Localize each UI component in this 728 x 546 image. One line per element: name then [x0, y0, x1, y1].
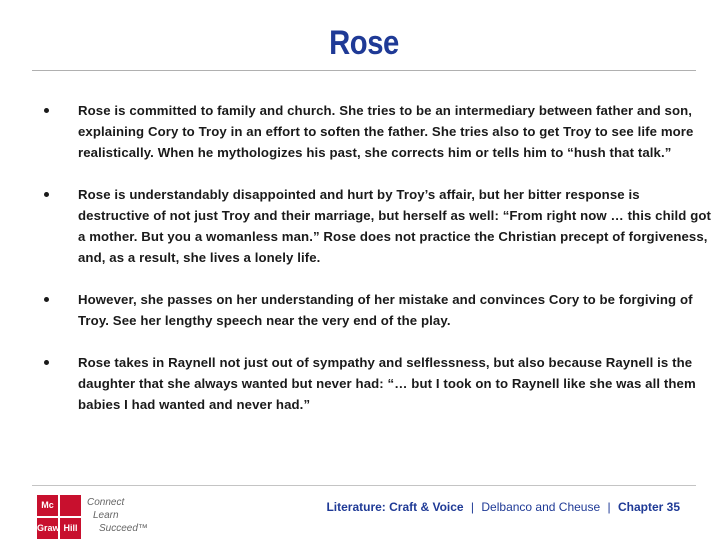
bullet-text: However, she passes on her understanding of her mistake and convinces Cory to be forgiving of Troy. See her lengthy speech near the very end of the play. — [78, 292, 693, 328]
tagline-learn: Learn — [93, 510, 119, 521]
logo-squares-icon — [37, 495, 81, 539]
bullet-dot-icon — [44, 297, 49, 302]
bullet-dot-icon — [44, 192, 49, 197]
bullet-text: Rose is committed to family and church. She tries to be an intermediary between father and son, explaining Cory to Troy in an effort to soften the father. She tries also to get Troy to see life more realistically. When he mythologizes his past, she corrects him or tells him to “hush that talk.” — [78, 103, 694, 160]
bullet-dot-icon — [44, 108, 49, 113]
bullet-item — [42, 352, 712, 415]
logo-square — [60, 495, 81, 516]
bullet-item — [42, 184, 712, 268]
footer-citation — [326, 500, 680, 514]
mcgraw-hill-logo — [37, 495, 197, 539]
bullet-text: Rose is understandably disappointed and hurt by Troy’s affair, but her bitter response is destructive of not just Troy and their marriage, but herself as well: “From right now … this child got a mother. But you a womanless man.” Rose does not practice the Christian precept of forgiveness, and, as a result, she lives a lonely life. — [78, 187, 712, 265]
bullet-text: Rose takes in Raynell not just out of sympathy and selflessness, but also because Raynell is the daughter that she always wanted but never had: “… but I took on to Raynell like she was all them babies I had wanted and never had.” — [78, 355, 696, 412]
footer-chapter: Chapter 35 — [617, 500, 680, 514]
footer-authors: Delbanco and Cheuse — [481, 500, 601, 514]
slide-title: Rose — [329, 24, 399, 62]
title-divider — [32, 70, 696, 71]
tagline-connect: Connect — [87, 497, 125, 508]
bullet-item — [42, 100, 712, 163]
logo-square: Hill — [60, 518, 81, 539]
logo-square: Graw — [37, 518, 58, 539]
footer-separator: | — [607, 500, 611, 514]
bullet-item — [42, 289, 712, 331]
footer-separator: | — [470, 500, 475, 514]
logo-square: Mc — [37, 495, 58, 516]
footer-book-title: Literature: Craft & Voice — [326, 500, 464, 514]
footer-divider — [32, 485, 696, 486]
logo-tagline — [87, 496, 197, 535]
bullet-list — [42, 100, 712, 436]
bullet-dot-icon — [44, 360, 49, 365]
tagline-succeed: Succeed™ — [99, 523, 148, 534]
